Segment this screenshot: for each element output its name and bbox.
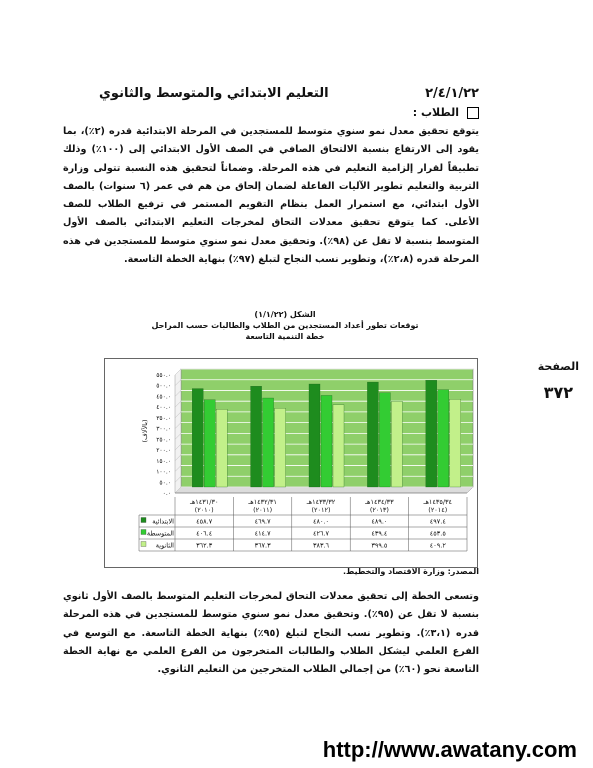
bar — [216, 409, 227, 487]
y-tick-label: ٥٠.٠ — [159, 479, 171, 487]
subheading — [413, 106, 479, 119]
y-tick-label: ١٥٠.٠ — [156, 457, 171, 465]
y-axis-label: (بالآلاف) — [141, 419, 149, 443]
bar — [309, 384, 320, 487]
y-tick-label: ٥٠٠.٠ — [156, 382, 171, 390]
bar — [450, 399, 461, 487]
y-tick-label: ٥٥٠.٠ — [156, 372, 171, 379]
bar — [251, 386, 262, 487]
data-value-label: ٤٨٠.٠ — [312, 517, 330, 526]
legend-swatch — [141, 542, 146, 547]
bar — [367, 382, 378, 487]
y-tick-label: ٣٥٠.٠ — [156, 414, 171, 422]
bar — [204, 400, 215, 487]
y-tick-label: ٢٥٠.٠ — [156, 436, 171, 444]
data-value-label: ٤٦٩.٧ — [254, 517, 271, 526]
page-number-block — [538, 360, 579, 402]
bar — [391, 401, 402, 487]
bar — [192, 389, 203, 487]
subheading-text: الطلاب : — [412, 106, 459, 119]
x-category-year-label: (٢٠١٣) — [369, 506, 389, 514]
bar — [263, 398, 274, 487]
paragraph-2: وتسعى الخطة إلى تحقيق معدلات التحاق لمخرجات التعليم المتوسط بالصف الأول ثانوي بنسبة لا تقل عن (٩٥٪). وتحقيق معدل نمو سنوي متوسط للمستجدين في هذه المرحلة قدره (٣،١٪). وتطوير نسب النجاح لتبلغ (٩٥٪) بنهاية الخطة التاسعة. مع التوسع في الفرع العلمي ليشكل الطلاب والطالبات المتخرجون من الفرع العلمي مع نهاية الخطة التاسعة نحو (٦٠٪) من إجمالي الطلاب المتخرجين من التعليم الثانوي. — [63, 591, 479, 676]
data-value-label: ٤٠٦.٤ — [196, 529, 213, 538]
x-category-label: ١٤٣٥/٣٤هـ — [423, 498, 453, 506]
bar-chart — [105, 359, 477, 567]
data-value-label: ٤٩٧.٤ — [429, 517, 446, 526]
figure-caption — [150, 309, 420, 342]
chart-side-wall — [175, 369, 181, 493]
checkbox-bullet-icon — [467, 107, 479, 119]
chart-frame — [104, 358, 478, 568]
data-value-label: ٤٥٣.٥ — [429, 529, 446, 538]
figure-title: توقعات تطور أعداد المستجدين من الطلاب والطالبات حسب المراحل — [151, 321, 419, 330]
figure-source: المصدر: وزارة الاقتصاد والتخطيط. — [342, 567, 479, 576]
x-category-year-label: (٢٠١١) — [253, 506, 273, 514]
data-value-label: ٣٨٣.٦ — [312, 541, 330, 550]
data-value-label: ٣٩٩.٥ — [371, 541, 388, 550]
chart-floor — [175, 487, 473, 493]
y-tick-label: ٢٠٠.٠ — [156, 447, 171, 455]
x-category-label: ١٤٣٢/٣١هـ — [248, 498, 277, 506]
section-number: ٢/٤/١/٢٢ — [425, 86, 479, 101]
legend-swatch — [141, 518, 146, 523]
section-heading — [99, 86, 479, 101]
y-tick-label: ٠.٠ — [162, 490, 171, 497]
site-url[interactable]: http://www.awatany.com — [322, 737, 577, 762]
y-tick-label: ٤٥٠.٠ — [156, 393, 171, 401]
legend-label: المتوسطة — [146, 529, 174, 538]
x-category-label: ١٤٣١/٣٠هـ — [189, 498, 219, 506]
data-value-label: ٤١٤.٧ — [254, 529, 271, 538]
bar — [275, 408, 286, 487]
figure-label: الشكل (١/١/٢٢) — [254, 310, 316, 319]
page-word: الصفحة — [537, 360, 579, 373]
legend-label: الابتدائية — [152, 517, 174, 526]
bar — [333, 405, 344, 487]
legend-swatch — [141, 530, 146, 535]
y-tick-label: ١٠٠.٠ — [156, 468, 171, 476]
x-category-label: ١٤٣٣/٣٢هـ — [306, 498, 336, 506]
page-number: ٣٧٢ — [543, 383, 574, 402]
data-value-label: ٤٨٩.٠ — [371, 517, 388, 526]
bar — [438, 390, 449, 487]
y-tick-label: ٤٠٠.٠ — [156, 404, 171, 412]
bar — [379, 393, 390, 487]
data-value-label: ٤٥٨.٧ — [196, 517, 213, 526]
paragraph-1: يتوقع تحقيق معدل نمو سنوي متوسط للمستجدين في المرحلة الابتدائية قدره (٢٪)، بما يقود إلى الارتفاع بنسبة الالتحاق الصافي في الصف الأول الابتدائي إلى (١٠٠٪) وذلك تطبيقاً لقرار إلزامية التعليم في هذه المرحلة. وضماناً لتحقيق هذه النسبة تتولى وزارة التربية والتعليم تطوير الآليات الفاعلة لضمان إلحاق من هم في عمر (٦ سنوات) بالصف الأول ابتدائي، مع استمرار العمل بنظام التقويم المستمر في ترفيع الطلاب للصف الأعلى. كما يتوقع تحقيق معدلات التحاق لمخرجات التعليم الابتدائي بالصف الأول المتوسط بنسبة لا تقل عن (٩٨٪). وتحقيق معدل نمو سنوي متوسط للمستجدين في هذه المرحلة قدره (٢،٨٪)، وتطوير نسب النجاح لتبلغ (٩٧٪) بنهاية الخطة التاسعة. — [63, 126, 479, 266]
legend-label: الثانوية — [155, 541, 174, 550]
figure-subtitle: خطة التنمية التاسعة — [245, 332, 325, 341]
data-value-label: ٣٦٢.٣ — [196, 541, 213, 550]
y-tick-label: ٣٠٠.٠ — [156, 425, 171, 433]
x-category-year-label: (٢٠١٠) — [194, 506, 214, 514]
section-title: التعليم الابتدائي والمتوسط والثانوي — [99, 86, 329, 101]
data-value-label: ٤٢٦.٧ — [312, 529, 330, 538]
x-category-year-label: (٢٠١٤) — [428, 506, 448, 514]
x-category-year-label: (٢٠١٢) — [311, 506, 331, 514]
data-value-label: ٣٦٧.٣ — [254, 541, 271, 550]
bar — [321, 395, 332, 487]
data-value-label: ٤٠٩.٢ — [429, 541, 446, 550]
bar — [426, 380, 437, 487]
data-value-label: ٤٣٩.٤ — [371, 529, 388, 538]
x-category-label: ١٤٣٤/٣٣هـ — [365, 498, 394, 506]
